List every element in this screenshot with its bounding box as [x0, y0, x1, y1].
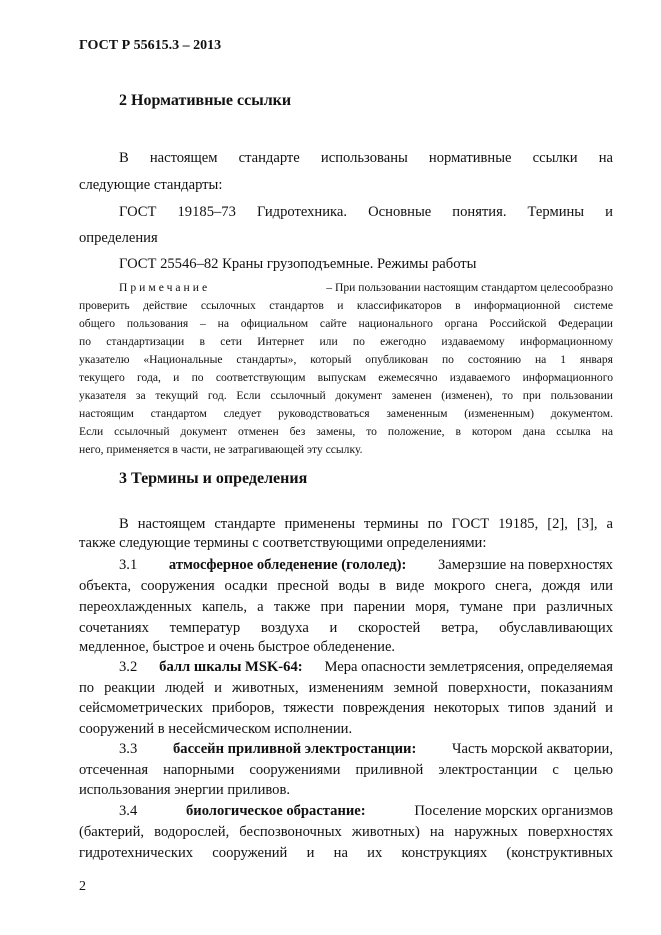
page-number: 2: [79, 879, 86, 894]
document-header: ГОСТ Р 55615.3 – 2013: [79, 38, 222, 53]
term-3-3-line: отсеченная напорными сооружениями приливной электростанции с целью: [79, 762, 613, 778]
note-line: текущего года, и по соответствующим выпускам ежемесячно издаваемого информационного: [79, 371, 613, 384]
term-3-1-line: медленное, быстрое и очень быстрое обледенение.: [79, 639, 396, 655]
term-definition-start: Часть морской акватории,: [452, 741, 613, 757]
section-3-intro-line-2: также следующие термины с соответствующими определениями:: [79, 535, 487, 551]
note-line: него, применяется в части, не затрагивающей эту ссылку.: [79, 443, 363, 456]
term-3-1-first-line: [119, 557, 613, 574]
term-definition-start: Поселение морских организмов: [414, 803, 613, 819]
term-3-4-line: гидротехнических сооружений и на их конструкциях (конструктивных: [79, 845, 613, 861]
term-3-3-line: использования энергии приливов.: [79, 782, 291, 798]
term-3-4-line: (бактерий, водорослей, беспозвоночных животных) на наружных поверхностях: [79, 824, 613, 840]
section-2-intro-line-1: В настоящем стандарте использованы нормативные ссылки на: [119, 150, 613, 166]
term-3-1-line: сочетаниях температур воздуха и скоростей ветра, обуславливающих: [79, 620, 613, 636]
term-number: 3.1: [119, 557, 138, 573]
term-number: 3.3: [119, 741, 138, 757]
reference-2: ГОСТ 25546–82 Краны грузоподъемные. Режимы работы: [119, 256, 477, 272]
term-number: 3.2: [119, 659, 138, 675]
term-3-1-line: объекта, сооружения осадки пресной воды в виде мокрого снега, дождя или: [79, 578, 613, 594]
term-name: бассейн приливной электростанции:: [172, 741, 417, 757]
term-3-2-line: по реакции людей и животных, изменениям земной поверхности, показаниям: [79, 680, 613, 696]
section-2-title: 2 Нормативные ссылки: [119, 92, 292, 109]
note-line: указателю «Национальные стандарты», который опубликован по состоянию на 1 января: [79, 353, 613, 366]
note-label: Примечание: [119, 281, 211, 294]
term-name: атмосферное обледенение (гололед):: [168, 557, 407, 573]
note-line: общего пользования – на официальном сайте национального органа Российской Федерации: [79, 317, 613, 330]
term-3-4-first-line: [119, 803, 613, 820]
term-definition-start: Замерзшие на поверхностях: [438, 557, 613, 573]
term-3-3-first-line: [119, 741, 613, 758]
reference-1-line-2: определения: [79, 230, 158, 246]
note-line: настоящим стандартом следует руководствоваться замененным (измененным) документом.: [79, 407, 613, 420]
term-definition-start: Мера опасности землетрясения, определяемая: [324, 659, 613, 675]
note-line: проверить действие ссылочных стандартов и классификаторов в информационной системе: [79, 299, 613, 312]
term-number: 3.4: [119, 803, 138, 819]
section-3-title: 3 Термины и определения: [119, 470, 308, 487]
note-line: Если ссылочный документ отменен без замены, то положение, в котором дана ссылка на: [79, 425, 613, 438]
note-first-line: [119, 281, 613, 294]
term-3-2-first-line: [119, 659, 613, 676]
note-first-text: – При пользовании настоящим стандартом целесообразно: [326, 281, 613, 294]
term-3-2-line: сейсмометрических приборов, тяжести повреждения некоторых типов зданий и: [79, 700, 613, 716]
reference-1-line-1: ГОСТ 19185–73 Гидротехника. Основные понятия. Термины и: [119, 204, 613, 220]
note-line: указателя за текущий год. Если ссылочный документ заменен (изменен), то при пользовании: [79, 389, 613, 402]
note-line: по стандартизации в сети Интернет или по ежегодно издаваемому информационному: [79, 335, 613, 348]
term-name: биологическое обрастание:: [185, 803, 366, 819]
term-3-2-line: сооружений в несейсмическом исполнении.: [79, 721, 353, 737]
term-name: балл шкалы MSK-64:: [159, 659, 303, 675]
term-3-1-line: переохлажденных капель, а также при парении моря, тумане при различных: [79, 599, 613, 615]
section-3-intro-line-1: В настоящем стандарте применены термины по ГОСТ 19185, [2], [3], а: [119, 516, 613, 532]
section-2-intro-line-2: следующие стандарты:: [79, 177, 223, 193]
